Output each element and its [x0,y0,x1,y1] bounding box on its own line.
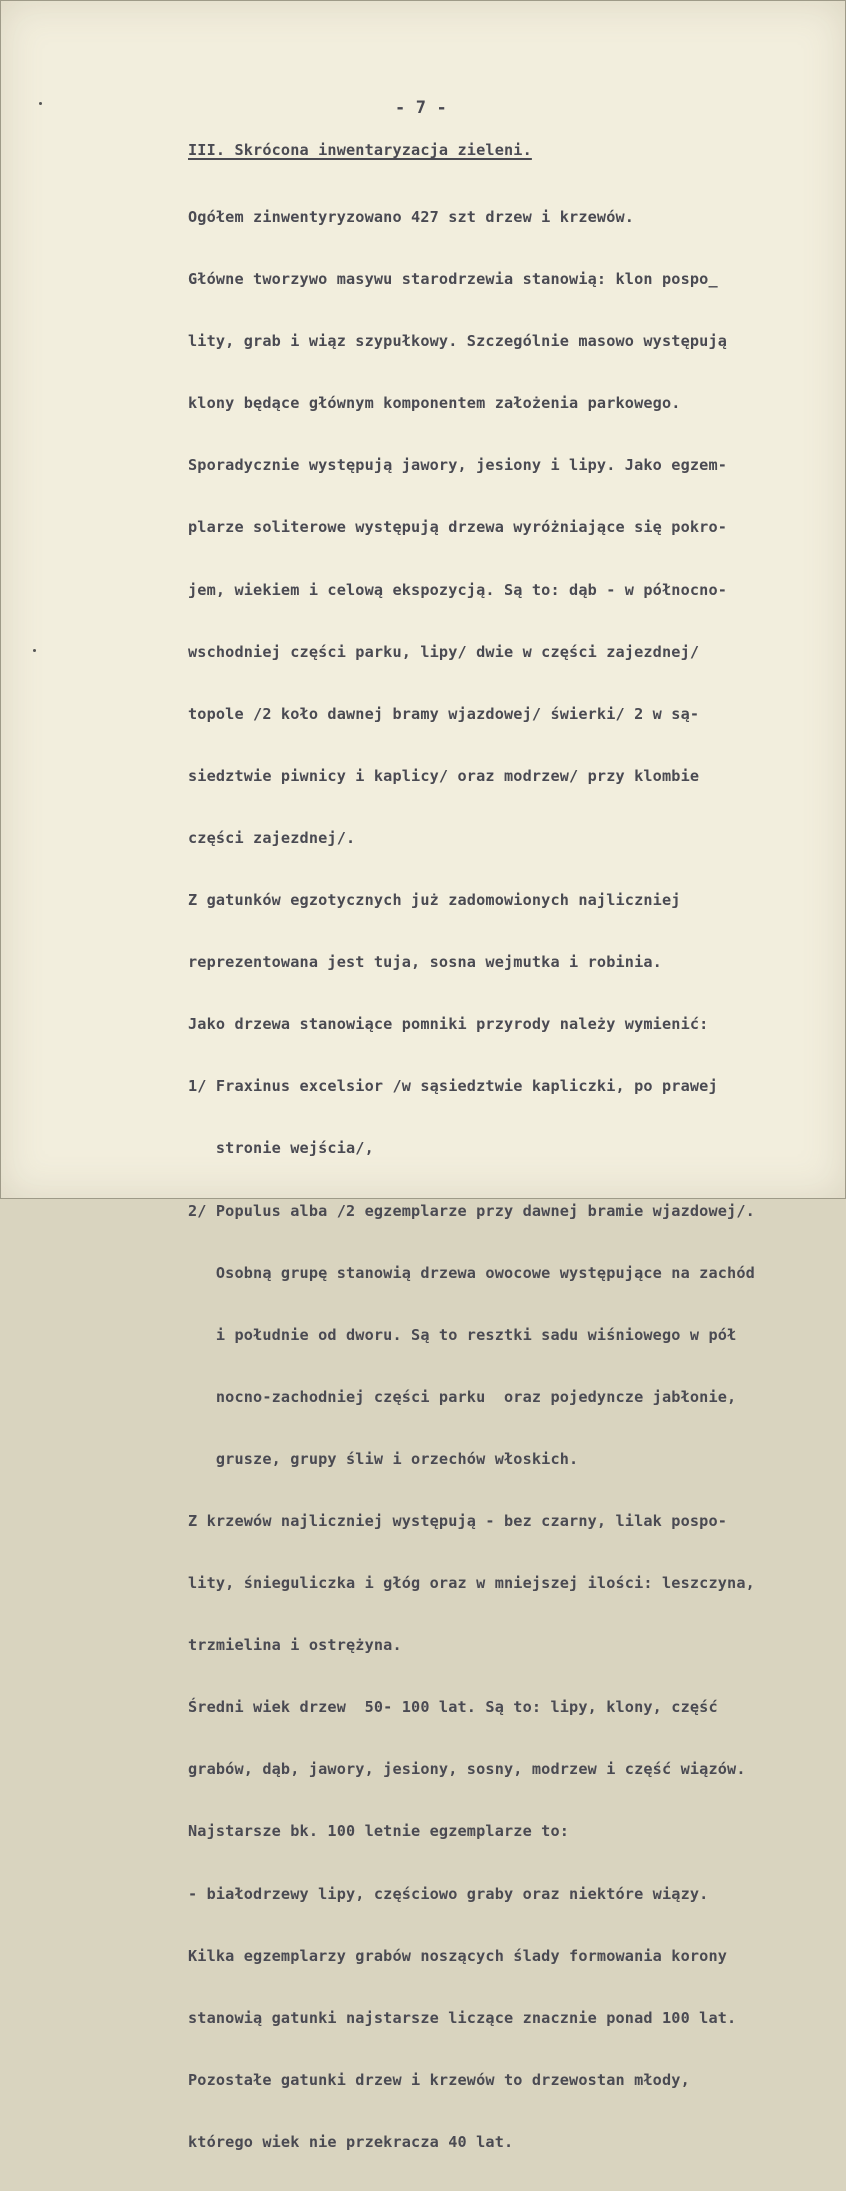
text-line: nocno-zachodniej części parku oraz pojedyncze jabłonie, [188,1387,737,1406]
text-line: Ogółem zinwentyryzowano 427 szt drzew i krzewów. [188,208,635,226]
text-line: którego wiek nie przekracza 40 lat. [188,2132,514,2151]
text-line: stanowią gatunki najstarsze liczące znacznie ponad 100 lat. [188,2008,737,2027]
text-line: lity, śnieguliczka i głóg oraz w mniejszej ilości: leszczyna, [188,1574,755,1593]
text-line: Osobną grupę stanowią drzewa owocowe występujące na zachód [188,1263,755,1282]
text-line: Najstarsze bk. 100 letnie egzemplarze to: [188,1822,570,1841]
text-line: Pozostałe gatunki drzew i krzewów to drzewostan młody, [188,2070,690,2089]
text-line: grusze, grupy śliw i orzechów włoskich. [188,1449,579,1468]
text-line: trzmielina i ostrężyna. [188,1636,402,1655]
text-line: i południe od dworu. Są to resztki sadu wiśniowego w pół [188,1325,737,1344]
text-line: Sporadycznie występują jawory, jesiony i lipy. Jako egzem- [188,456,728,475]
text-line: 2/ Populus alba /2 egzemplarze przy dawnej bramie wjazdowej/. [188,1201,755,1220]
text-line: siedztwie piwnicy i kaplicy/ oraz modrzew/ przy klombie [188,766,700,785]
text-line: wschodniej części parku, lipy/ dwie w części zajezdnej/ [188,642,700,661]
text-line: Główne tworzywo masywu starodrzewia stanowią: klon pospo_ [188,270,718,289]
body-text [188,168,755,2191]
text-line: topole /2 koło dawnej bramy wjazdowej/ świerki/ 2 w są- [188,704,700,723]
section-heading: III. Skrócona inwentaryzacja zieleni. [188,141,532,159]
text-line: klony będące głównym komponentem założenia parkowego. [188,394,681,413]
text-line: stronie wejścia/, [188,1139,374,1158]
text-line: Średni wiek drzew 50- 100 lat. Są to: lipy, klony, część [188,1698,718,1717]
text-line: lity, grab i wiąz szypułkowy. Szczególnie masowo występują [188,332,728,351]
margin-mark [33,649,36,652]
margin-mark [39,102,42,105]
text-line: Jako drzewa stanowiące pomniki przyrody należy wymienić: [188,1015,709,1034]
text-line: Z krzewów najliczniej występują - bez czarny, lilak pospo- [188,1511,728,1530]
text-line: Kilka egzemplarzy grabów noszących ślady formowania korony [188,1946,728,1965]
text-line: jem, wiekiem i celową ekspozycją. Są to: dąb - w północno- [188,580,728,599]
text-line: - białodrzewy lipy, częściowo graby oraz niektóre wiązy. [188,1884,709,1903]
text-line: części zajezdnej/. [188,828,356,847]
text-line: 1/ Fraxinus excelsior /w sąsiedztwie kapliczki, po prawej [188,1077,718,1096]
page-number: - 7 - [395,98,447,118]
text-line: reprezentowana jest tuja, sosna wejmutka i robinia. [188,953,662,972]
text-line: Z gatunków egzotycznych już zadomowionych najliczniej [188,891,681,910]
text-line: plarze soliterowe występują drzewa wyróżniające się pokro- [188,518,728,537]
text-line: grabów, dąb, jawory, jesiony, sosny, modrzew i część wiązów. [188,1760,746,1779]
